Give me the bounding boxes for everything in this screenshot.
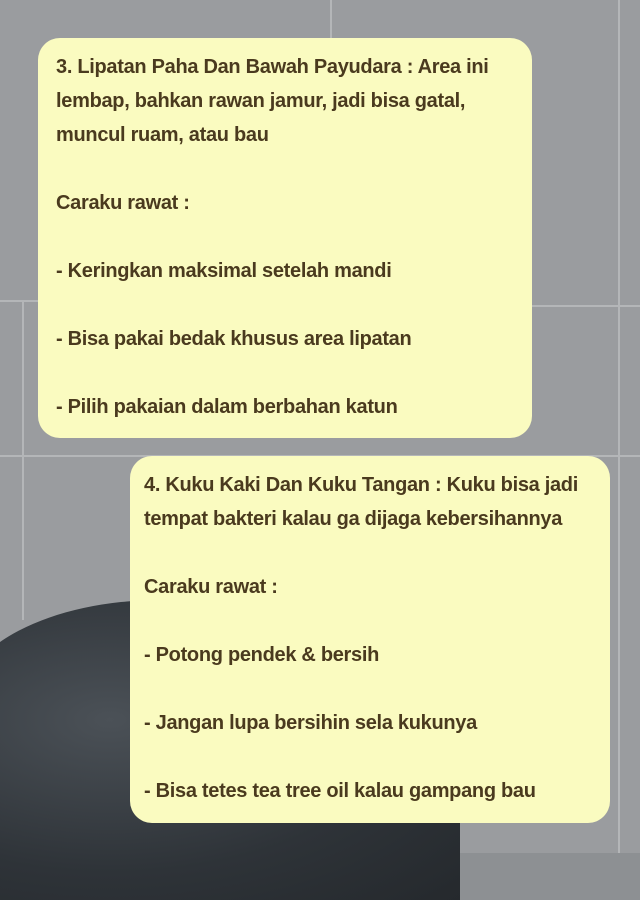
care-label: Caraku rawat : [56, 192, 190, 214]
card-heading: 4. Kuku Kaki Dan Kuku Tangan : Kuku bisa jadi tempat bakteri kalau ga dijaga kebersihannya [144, 474, 584, 530]
tip-card-4 [130, 456, 610, 823]
tile-grout-line [0, 300, 40, 302]
tile-grout-line [22, 300, 24, 620]
tip-item: - Potong pendek & bersih [144, 644, 380, 666]
tile-grout-line [618, 0, 620, 853]
card-heading: 3. Lipatan Paha Dan Bawah Payudara : Area ini lembap, bahkan rawan jamur, jadi bisa gatal, muncul ruam, atau bau [56, 56, 494, 146]
tip-item: - Pilih pakaian dalam berbahan katun [56, 396, 398, 418]
tip-item: - Bisa pakai bedak khusus area lipatan [56, 328, 412, 350]
tile-grout-line [530, 305, 640, 307]
care-label: Caraku rawat : [144, 576, 278, 598]
tip-card-3 [38, 38, 532, 438]
tip-item: - Bisa tetes tea tree oil kalau gampang bau [144, 780, 536, 802]
tile-grout-line [330, 0, 332, 40]
tip-item: - Keringkan maksimal setelah mandi [56, 260, 392, 282]
tip-item: - Jangan lupa bersihin sela kukunya [144, 712, 477, 734]
